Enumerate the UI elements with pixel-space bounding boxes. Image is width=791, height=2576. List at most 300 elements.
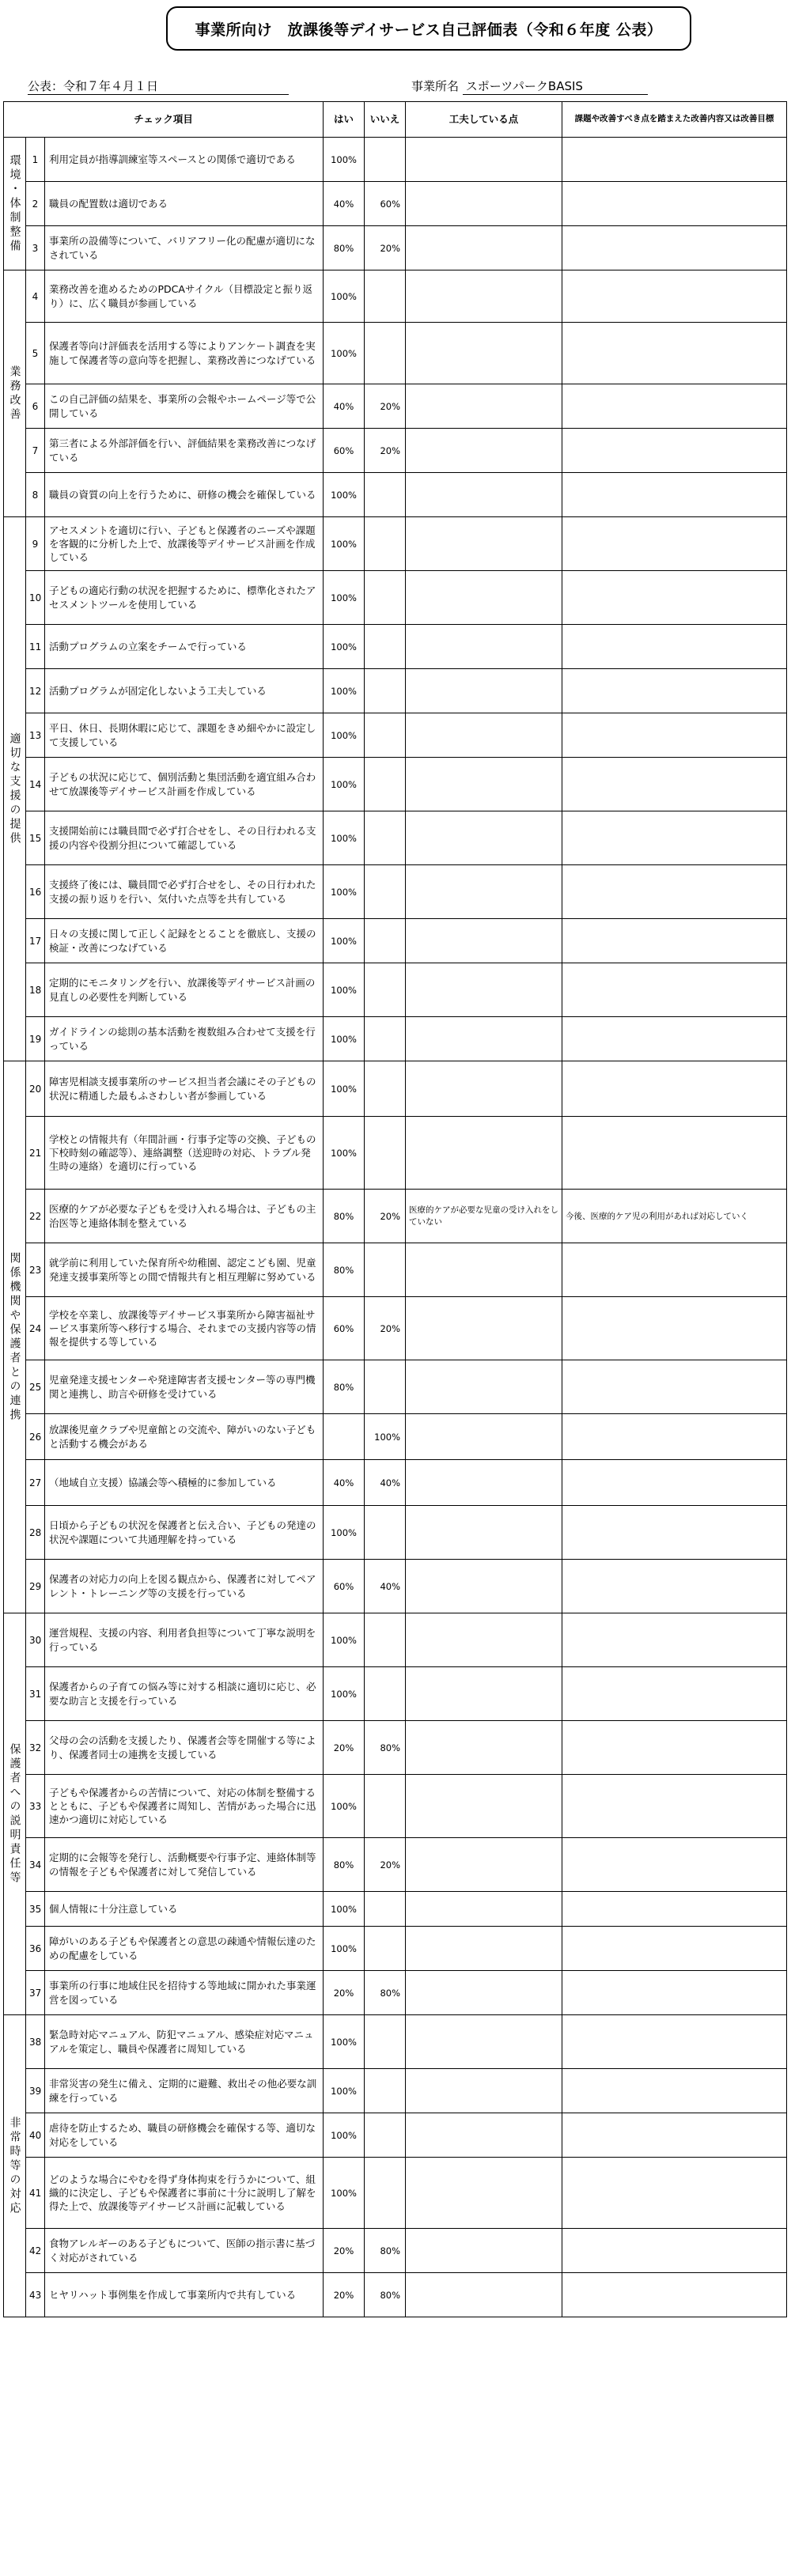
item-number: 16 [26,865,45,919]
check-item-text: 支援開始前には職員間で必ず打合せをし、その日行われる支援の内容や役割分担について確認している [45,811,324,865]
improvement-note [562,1360,787,1414]
yes-percent: 40% [324,182,365,226]
effort-note [406,1506,562,1560]
yes-percent: 100% [324,669,365,713]
check-item-text: 事業所の行事に地域住民を招待する等地域に開かれた事業運営を図っている [45,1971,324,2015]
yes-percent: 20% [324,1971,365,2015]
effort-note [406,2015,562,2069]
yes-percent: 100% [324,2015,365,2069]
no-percent: 40% [365,1460,406,1506]
effort-note [406,1243,562,1297]
check-item-text: 活動プログラムの立案をチームで行っている [45,625,324,669]
table-row [4,1927,787,1971]
yes-percent: 20% [324,2229,365,2273]
table-row [4,1414,787,1460]
effort-note [406,1838,562,1892]
improvement-note [562,270,787,323]
improvement-note [562,625,787,669]
table-row [4,182,787,226]
check-item-text: 定期的に会報等を発行し、活動概要や行事予定、連絡体制等の情報を子どもや保護者に対して発信している [45,1838,324,1892]
effort-note [406,625,562,669]
effort-note [406,226,562,270]
effort-note [406,517,562,571]
check-item-text: 平日、休日、長期休暇に応じて、課題をきめ細やかに設定して支援している [45,713,324,758]
table-row [4,1190,787,1243]
yes-percent: 20% [324,1721,365,1775]
table-row [4,1892,787,1927]
no-percent [365,1667,406,1721]
no-percent [365,2113,406,2158]
check-item-text: 学校を卒業し、放課後等デイサービス事業所から障害福祉サービス事業所等へ移行する場合、それまでの支援内容等の情報を提供する等している [45,1297,324,1360]
effort-note [406,2113,562,2158]
item-number: 39 [26,2069,45,2113]
yes-percent: 100% [324,1506,365,1560]
yes-percent: 80% [324,1838,365,1892]
no-percent [365,323,406,384]
header-check-item: チェック項目 [4,102,324,138]
table-row [4,1667,787,1721]
no-percent: 20% [365,429,406,473]
document-title: 事業所向け 放課後等デイサービス自己評価表（令和６年度 公表） [166,6,691,51]
no-percent [365,865,406,919]
check-item-text: 日々の支援に関して正しく記録をとることを徹底し、支援の検証・改善につなげている [45,919,324,963]
table-row [4,963,787,1017]
item-number: 20 [26,1061,45,1117]
improvement-note [562,1506,787,1560]
table-row [4,758,787,811]
improvement-note: 今後、医療的ケア児の利用があれば対応していく [562,1190,787,1243]
category-label: 非常時等の対応 [4,2015,26,2317]
table-row [4,1061,787,1117]
check-item-text: 個人情報に十分注意している [45,1892,324,1927]
check-item-text: 活動プログラムが固定化しないよう工夫している [45,669,324,713]
item-number: 17 [26,919,45,963]
item-number: 36 [26,1927,45,1971]
no-percent [365,713,406,758]
effort-note [406,1721,562,1775]
table-row [4,1297,787,1360]
yes-percent: 100% [324,1613,365,1667]
improvement-note [562,182,787,226]
improvement-note [562,2069,787,2113]
check-item-text: 父母の会の活動を支援したり、保護者会等を開催する等により、保護者同士の連携を支援している [45,1721,324,1775]
improvement-note [562,1775,787,1838]
item-number: 15 [26,811,45,865]
improvement-note [562,1017,787,1061]
yes-percent: 100% [324,1927,365,1971]
improvement-note [562,1560,787,1613]
improvement-note [562,571,787,625]
improvement-note [562,1414,787,1460]
yes-percent: 40% [324,1460,365,1506]
published-date [28,78,289,95]
effort-note: 医療的ケアが必要な児童の受け入れをしていない [406,1190,562,1243]
no-percent [365,138,406,182]
check-item-text: 子どもの状況に応じて、個別活動と集団活動を適宜組み合わせて放課後等デイサービス計画を作成している [45,758,324,811]
check-item-text: ヒヤリハット事例集を作成して事業所内で共有している [45,2273,324,2317]
table-row [4,1613,787,1667]
item-number: 3 [26,226,45,270]
yes-percent: 60% [324,1560,365,1613]
improvement-note [562,1460,787,1506]
improvement-note [562,1838,787,1892]
check-item-text: 就学前に利用していた保育所や幼稚園、認定こども園、児童発達支援事業所等との間で情報共有と相互理解に努めている [45,1243,324,1297]
yes-percent: 100% [324,1892,365,1927]
no-percent [365,811,406,865]
no-percent [365,669,406,713]
no-percent: 20% [365,1190,406,1243]
effort-note [406,713,562,758]
item-number: 30 [26,1613,45,1667]
item-number: 22 [26,1190,45,1243]
no-percent [365,1927,406,1971]
yes-percent: 100% [324,1667,365,1721]
improvement-note [562,1613,787,1667]
improvement-note [562,517,787,571]
effort-note [406,1017,562,1061]
table-row [4,1971,787,2015]
no-percent: 20% [365,384,406,429]
item-number: 9 [26,517,45,571]
category-label: 業務改善 [4,270,26,517]
table-row [4,2158,787,2229]
no-percent [365,473,406,517]
header-effort: 工夫している点 [406,102,562,138]
item-number: 33 [26,1775,45,1838]
no-percent: 20% [365,226,406,270]
item-number: 43 [26,2273,45,2317]
improvement-note [562,2015,787,2069]
item-number: 25 [26,1360,45,1414]
effort-note [406,1892,562,1927]
check-item-text: 緊急時対応マニュアル、防犯マニュアル、感染症対応マニュアルを策定し、職員や保護者に周知している [45,2015,324,2069]
no-percent: 80% [365,2229,406,2273]
no-percent [365,1506,406,1560]
table-row [4,2069,787,2113]
effort-note [406,1460,562,1506]
table-row [4,226,787,270]
no-percent: 40% [365,1560,406,1613]
effort-note [406,865,562,919]
no-percent [365,1613,406,1667]
table-row [4,1560,787,1613]
item-number: 6 [26,384,45,429]
check-item-text: アセスメントを適切に行い、子どもと保護者のニーズや課題を客観的に分析した上で、放課後等デイサービス計画を作成している [45,517,324,571]
item-number: 27 [26,1460,45,1506]
improvement-note [562,2273,787,2317]
improvement-note [562,429,787,473]
table-body [4,138,787,2317]
item-number: 5 [26,323,45,384]
table-row [4,1506,787,1560]
improvement-note [562,758,787,811]
no-percent: 20% [365,1838,406,1892]
header-row [4,102,787,138]
check-item-text: 子どもや保護者からの苦情について、対応の体制を整備するとともに、子どもや保護者に周知し、苦情があった場合に迅速かつ適切に対応している [45,1775,324,1838]
check-item-text: 利用定員が指導訓練室等スペースとの関係で適切である [45,138,324,182]
effort-note [406,429,562,473]
effort-note [406,1667,562,1721]
no-percent [365,625,406,669]
header-no: いいえ [365,102,406,138]
table-row [4,473,787,517]
effort-note [406,1560,562,1613]
item-number: 23 [26,1243,45,1297]
item-number: 35 [26,1892,45,1927]
yes-percent: 100% [324,138,365,182]
table-row [4,2229,787,2273]
table-row [4,384,787,429]
item-number: 31 [26,1667,45,1721]
check-item-text: （地域自立支援）協議会等へ積極的に参加している [45,1460,324,1506]
yes-percent [324,1414,365,1460]
effort-note [406,2158,562,2229]
item-number: 28 [26,1506,45,1560]
item-number: 1 [26,138,45,182]
no-percent [365,1360,406,1414]
no-percent [365,963,406,1017]
check-item-text: 運営規程、支援の内容、利用者負担等について丁寧な説明を行っている [45,1613,324,1667]
table-row [4,2113,787,2158]
improvement-note [562,473,787,517]
yes-percent: 60% [324,429,365,473]
effort-note [406,1775,562,1838]
improvement-note [562,323,787,384]
table-row [4,323,787,384]
effort-note [406,919,562,963]
no-percent: 60% [365,182,406,226]
check-item-text: 定期的にモニタリングを行い、放課後等デイサービス計画の見直しの必要性を判断している [45,963,324,1017]
check-item-text: この自己評価の結果を、事業所の会報やホームページ等で公開している [45,384,324,429]
improvement-note [562,226,787,270]
effort-note [406,2273,562,2317]
check-item-text: 保護者からの子育ての悩み等に対する相談に適切に応じ、必要な助言と支援を行っている [45,1667,324,1721]
check-item-text: 放課後児童クラブや児童館との交流や、障がいのない子どもと活動する機会がある [45,1414,324,1460]
no-percent [365,1775,406,1838]
no-percent [365,1117,406,1190]
improvement-note [562,1927,787,1971]
table-row [4,713,787,758]
no-percent [365,517,406,571]
effort-note [406,1613,562,1667]
no-percent [365,2015,406,2069]
table-row [4,571,787,625]
item-number: 11 [26,625,45,669]
effort-note [406,1360,562,1414]
header-improvement: 課題や改善すべき点を踏まえた改善内容又は改善目標 [562,102,787,138]
yes-percent: 100% [324,571,365,625]
yes-percent: 100% [324,323,365,384]
table-row [4,865,787,919]
effort-note [406,2069,562,2113]
improvement-note [562,1721,787,1775]
effort-note [406,182,562,226]
yes-percent: 100% [324,713,365,758]
improvement-note [562,1297,787,1360]
improvement-note [562,1243,787,1297]
no-percent [365,1017,406,1061]
effort-note [406,1117,562,1190]
item-number: 34 [26,1838,45,1892]
check-item-text: ガイドラインの総則の基本活動を複数組み合わせて支援を行っている [45,1017,324,1061]
table-row [4,270,787,323]
improvement-note [562,963,787,1017]
improvement-note [562,2229,787,2273]
yes-percent: 20% [324,2273,365,2317]
check-item-text: 業務改善を進めるためのPDCAサイクル（目標設定と振り返り）に、広く職員が参画している [45,270,324,323]
improvement-note [562,713,787,758]
no-percent: 100% [365,1414,406,1460]
effort-note [406,473,562,517]
no-percent [365,1061,406,1117]
yes-percent: 80% [324,1190,365,1243]
check-item-text: 食物アレルギーのある子どもについて、医師の指示書に基づく対応がされている [45,2229,324,2273]
no-percent: 80% [365,2273,406,2317]
no-percent [365,919,406,963]
item-number: 8 [26,473,45,517]
category-label: 適切な支援の提供 [4,517,26,1061]
table-row [4,669,787,713]
improvement-note [562,919,787,963]
check-item-text: 障がいのある子どもや保護者との意思の疎通や情報伝達のための配慮をしている [45,1927,324,1971]
no-percent: 20% [365,1297,406,1360]
item-number: 21 [26,1117,45,1190]
published-date-text: 公表：令和７年４月１日 [28,78,289,95]
effort-note [406,1061,562,1117]
effort-note [406,1927,562,1971]
table-row [4,2015,787,2069]
effort-note [406,669,562,713]
item-number: 40 [26,2113,45,2158]
table-row [4,1360,787,1414]
item-number: 37 [26,1971,45,2015]
office-label: 事業所名 [411,79,460,93]
table-row [4,919,787,963]
yes-percent: 80% [324,226,365,270]
table-row [4,138,787,182]
effort-note [406,2229,562,2273]
yes-percent: 100% [324,270,365,323]
improvement-note [562,1061,787,1117]
office-name: スポーツパークBASIS [463,78,648,95]
no-percent: 80% [365,1721,406,1775]
improvement-note [562,2113,787,2158]
item-number: 12 [26,669,45,713]
no-percent [365,758,406,811]
check-item-text: 日頃から子どもの状況を保護者と伝え合い、子どもの発達の状況や課題について共通理解を持っている [45,1506,324,1560]
table-row [4,429,787,473]
effort-note [406,323,562,384]
improvement-note [562,669,787,713]
improvement-note [562,1667,787,1721]
table-row [4,1721,787,1775]
no-percent [365,571,406,625]
yes-percent: 60% [324,1297,365,1360]
effort-note [406,270,562,323]
yes-percent: 100% [324,2069,365,2113]
item-number: 19 [26,1017,45,1061]
improvement-note [562,1892,787,1927]
table-row [4,1243,787,1297]
check-item-text: どのような場合にやむを得ず身体拘束を行うかについて、組織的に決定し、子どもや保護者に事前に十分に説明し了解を得た上で、放課後等デイサービス計画に記載している [45,2158,324,2229]
check-item-text: 職員の配置数は適切である [45,182,324,226]
improvement-note [562,384,787,429]
yes-percent: 100% [324,963,365,1017]
effort-note [406,384,562,429]
improvement-note [562,2158,787,2229]
item-number: 7 [26,429,45,473]
yes-percent: 100% [324,865,365,919]
item-number: 41 [26,2158,45,2229]
check-item-text: 障害児相談支援事業所のサービス担当者会議にその子どもの状況に精通した最もふさわしい者が参画している [45,1061,324,1117]
table-row [4,1017,787,1061]
improvement-note [562,1971,787,2015]
improvement-note [562,138,787,182]
effort-note [406,138,562,182]
item-number: 38 [26,2015,45,2069]
yes-percent: 100% [324,919,365,963]
item-number: 13 [26,713,45,758]
effort-note [406,1297,562,1360]
no-percent [365,1243,406,1297]
check-item-text: 虐待を防止するため、職員の研修機会を確保する等、適切な対応をしている [45,2113,324,2158]
category-label: 保護者への説明責任等 [4,1613,26,2015]
check-item-text: 第三者による外部評価を行い、評価結果を業務改善につなげている [45,429,324,473]
check-item-text: 事業所の設備等について、バリアフリー化の配慮が適切になされている [45,226,324,270]
check-item-text: 職員の資質の向上を行うために、研修の機会を確保している [45,473,324,517]
effort-note [406,758,562,811]
yes-percent: 100% [324,1775,365,1838]
category-label: 関係機関や保護者との連携 [4,1061,26,1613]
table-row [4,1838,787,1892]
yes-percent: 100% [324,1061,365,1117]
effort-note [406,1971,562,2015]
check-item-text: 児童発達支援センターや発達障害者支援センター等の専門機関と連携し、助言や研修を受けている [45,1360,324,1414]
item-number: 2 [26,182,45,226]
yes-percent: 80% [324,1360,365,1414]
evaluation-table [3,101,787,2317]
yes-percent: 100% [324,758,365,811]
yes-percent: 80% [324,1243,365,1297]
effort-note [406,963,562,1017]
table-row [4,1775,787,1838]
table-row [4,1460,787,1506]
effort-note [406,811,562,865]
check-item-text: 保護者等向け評価表を活用する等によりアンケート調査を実施して保護者等の意向等を把握し、業務改善につなげている [45,323,324,384]
table-row [4,625,787,669]
improvement-note [562,865,787,919]
table-row [4,811,787,865]
yes-percent: 100% [324,625,365,669]
no-percent [365,1892,406,1927]
item-number: 14 [26,758,45,811]
no-percent: 80% [365,1971,406,2015]
yes-percent: 100% [324,517,365,571]
item-number: 4 [26,270,45,323]
no-percent [365,2069,406,2113]
improvement-note [562,1117,787,1190]
table-row [4,517,787,571]
improvement-note [562,811,787,865]
item-number: 10 [26,571,45,625]
yes-percent: 100% [324,811,365,865]
effort-note [406,1414,562,1460]
yes-percent: 100% [324,2113,365,2158]
no-percent [365,270,406,323]
no-percent [365,2158,406,2229]
check-item-text: 非常災害の発生に備え、定期的に避難、救出その他必要な訓練を行っている [45,2069,324,2113]
check-item-text: 支援終了後には、職員間で必ず打合せをし、その日行われた支援の振り返りを行い、気付いた点等を共有している [45,865,324,919]
